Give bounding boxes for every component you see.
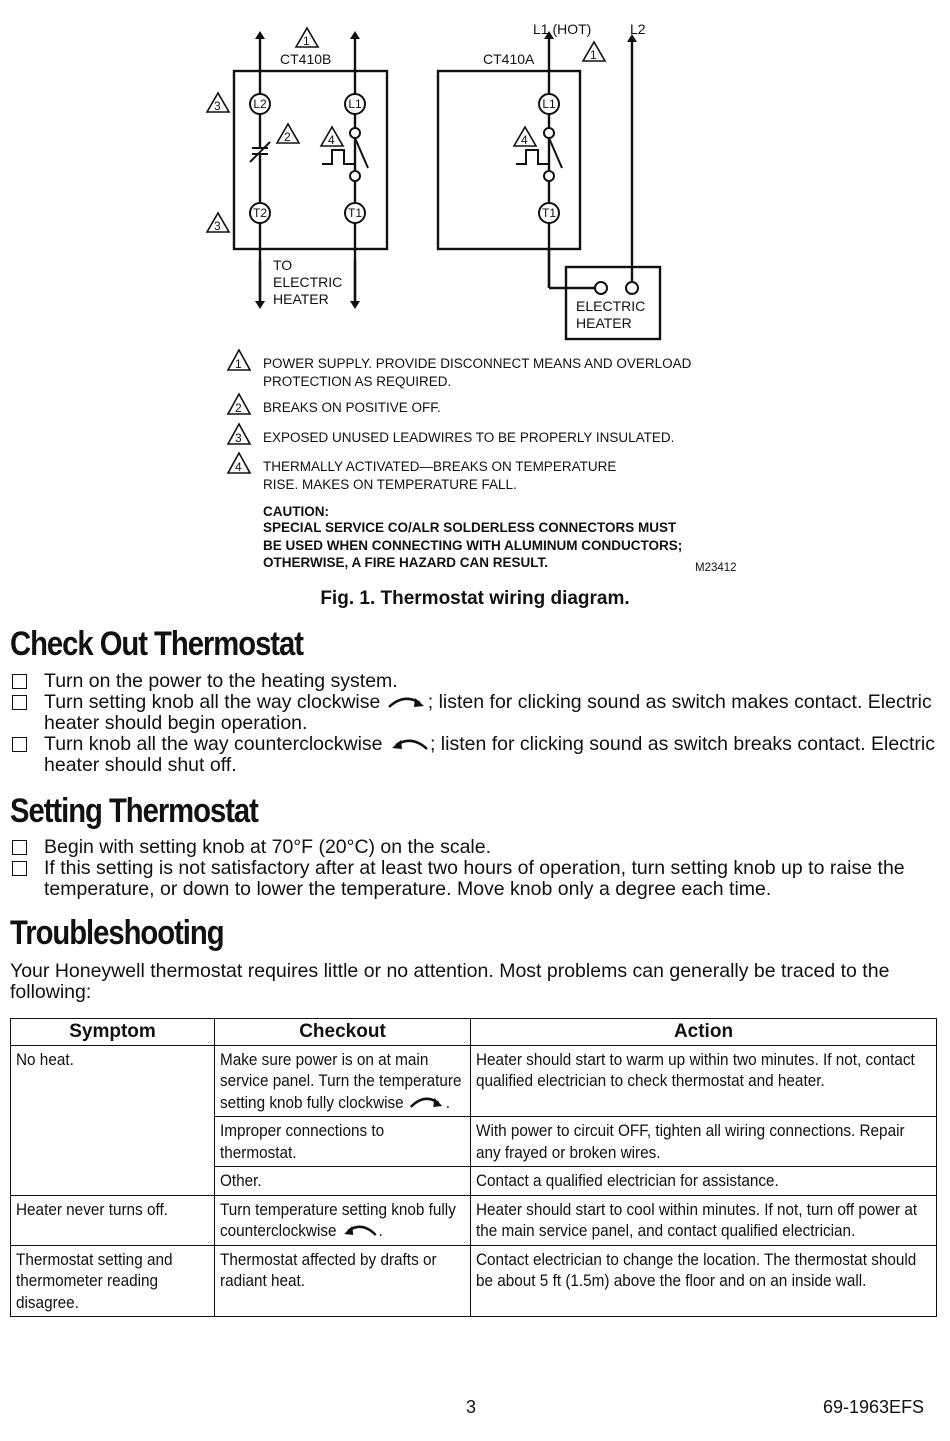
action-cell: Contact a qualified electrician for assistance. — [471, 1167, 937, 1196]
terminal-label: L1 — [542, 97, 556, 111]
switch-blade — [549, 138, 562, 168]
checkbox-icon — [12, 674, 27, 689]
supply-label-l1: L1 (HOT) — [533, 21, 592, 37]
checkbox-icon — [12, 737, 27, 752]
caution-text: BE USED WHEN CONNECTING WITH ALUMINUM CONDUCTORS; — [263, 538, 683, 553]
table-header-row — [11, 1019, 937, 1046]
callout-number: 1 — [303, 34, 310, 48]
wiring-diagram — [190, 10, 770, 590]
section-heading-setting: Setting Thermostat — [10, 792, 258, 830]
table-row — [11, 1245, 937, 1317]
checklist-item: Turn knob all the way counterclockwise ; listen for clicking sound as switch breaks contact. Electric heater should shut off. — [10, 734, 940, 776]
symptom-cell: Heater never turns off. — [11, 1195, 215, 1245]
note-text: PROTECTION AS REQUIRED. — [263, 374, 452, 389]
caution-text: SPECIAL SERVICE CO/ALR SOLDERLESS CONNECTORS MUST — [263, 520, 677, 535]
note-text: THERMALLY ACTIVATED—BREAKS ON TEMPERATURE — [263, 459, 617, 474]
checkout-cell: Improper connections to thermostat. — [215, 1117, 471, 1167]
setting-list — [10, 837, 940, 900]
column-header-symptom: Symptom — [11, 1019, 215, 1046]
to-heater-label: ELECTRIC — [273, 274, 343, 290]
page-number: 3 — [466, 1397, 477, 1417]
action-cell: Contact electrician to change the location. The thermostat should be about 5 ft (1.5m) above the floor and on an inside wall. — [471, 1245, 937, 1317]
note-number: 1 — [235, 357, 242, 371]
figure-caption: Fig. 1. Thermostat wiring diagram. — [320, 588, 630, 609]
callout-number: 4 — [521, 133, 528, 147]
counterclockwise-arrow-icon — [341, 1221, 379, 1239]
checkout-list — [10, 671, 940, 776]
column-header-action: Action — [471, 1019, 937, 1046]
checkbox-icon — [12, 861, 27, 876]
terminal-label: T1 — [347, 206, 363, 220]
troubleshooting-intro: Your Honeywell thermostat requires little or no attention. Most problems can generally be traced to the following: — [10, 960, 890, 1003]
checkbox-icon — [12, 840, 27, 855]
symptom-cell: Thermostat setting and thermometer reading disagree. — [11, 1245, 215, 1317]
clockwise-arrow-icon — [408, 1093, 446, 1111]
note-text: BREAKS ON POSITIVE OFF. — [263, 400, 441, 415]
symptom-cell: No heat. — [11, 1045, 215, 1195]
checkbox-icon — [12, 695, 27, 710]
checkout-cell: Other. — [215, 1167, 471, 1196]
terminal-label: T2 — [252, 206, 268, 220]
checklist-item: Begin with setting knob at 70°F (20°C) on the scale. — [10, 837, 940, 858]
action-cell: Heater should start to cool within minutes. If not, turn off power at the main service panel, and contact qualified electrician. — [471, 1195, 937, 1245]
table-row — [11, 1195, 937, 1245]
note-text: RISE. MAKES ON TEMPERATURE FALL. — [263, 477, 517, 492]
note-text: EXPOSED UNUSED LEADWIRES TO BE PROPERLY INSULATED. — [263, 430, 675, 445]
caution-text: OTHERWISE, A FIRE HAZARD CAN RESULT. — [263, 555, 549, 570]
document-number: 69-1963EFS — [823, 1397, 925, 1417]
to-heater-label: HEATER — [273, 291, 329, 307]
table-row — [11, 1045, 937, 1117]
device-label-ct410b: CT410B — [280, 51, 332, 67]
callout-number: 2 — [284, 130, 291, 144]
action-cell: Heater should start to warm up within two minutes. If not, contact qualified electrician to check thermostat and heater. — [471, 1045, 937, 1117]
caution-heading: CAUTION: — [263, 504, 329, 519]
checkout-cell: Turn temperature setting knob fully counterclockwise . — [215, 1195, 471, 1245]
note-number: 4 — [235, 460, 242, 474]
heater-box-label: ELECTRIC — [576, 298, 646, 314]
supply-label-l2: L2 — [630, 21, 646, 37]
action-cell: With power to circuit OFF, tighten all wiring connections. Repair any frayed or broken wires. — [471, 1117, 937, 1167]
note-number: 2 — [235, 401, 242, 415]
note-text: POWER SUPPLY. PROVIDE DISCONNECT MEANS AND OVERLOAD — [263, 356, 692, 371]
callout-number: 3 — [214, 99, 221, 113]
switch-blade — [355, 138, 368, 168]
checklist-item: Turn setting knob all the way clockwise ; listen for clicking sound as switch makes contact. Electric heater should begin operation. — [10, 692, 940, 734]
checkout-cell: Make sure power is on at main service panel. Turn the temperature setting knob fully clockwise . — [215, 1045, 471, 1117]
section-heading-check-out: Check Out Thermostat — [10, 625, 303, 663]
heater-box-label: HEATER — [576, 315, 632, 331]
column-header-checkout: Checkout — [215, 1019, 471, 1046]
to-heater-label: TO — [273, 257, 293, 273]
callout-number: 4 — [328, 133, 335, 147]
checklist-item: If this setting is not satisfactory after at least two hours of operation, turn setting knob up to raise the temperature, or down to lower the temperature. Move knob only a degree each time. — [10, 858, 940, 900]
checklist-item: Turn on the power to the heating system. — [10, 671, 940, 692]
counterclockwise-arrow-icon — [388, 735, 430, 753]
figure-code: M23412 — [695, 562, 737, 574]
clockwise-arrow-icon — [386, 693, 428, 711]
terminal-label: L2 — [253, 97, 267, 111]
terminal-label: T1 — [541, 206, 557, 220]
troubleshooting-table — [10, 1018, 937, 1317]
section-heading-troubleshooting: Troubleshooting — [10, 914, 224, 952]
callout-number: 3 — [214, 219, 221, 233]
checkout-cell: Thermostat affected by drafts or radiant heat. — [215, 1245, 471, 1317]
callout-number: 1 — [590, 48, 597, 62]
note-number: 3 — [235, 431, 242, 445]
device-label-ct410a: CT410A — [483, 51, 535, 67]
terminal-label: L1 — [348, 97, 362, 111]
